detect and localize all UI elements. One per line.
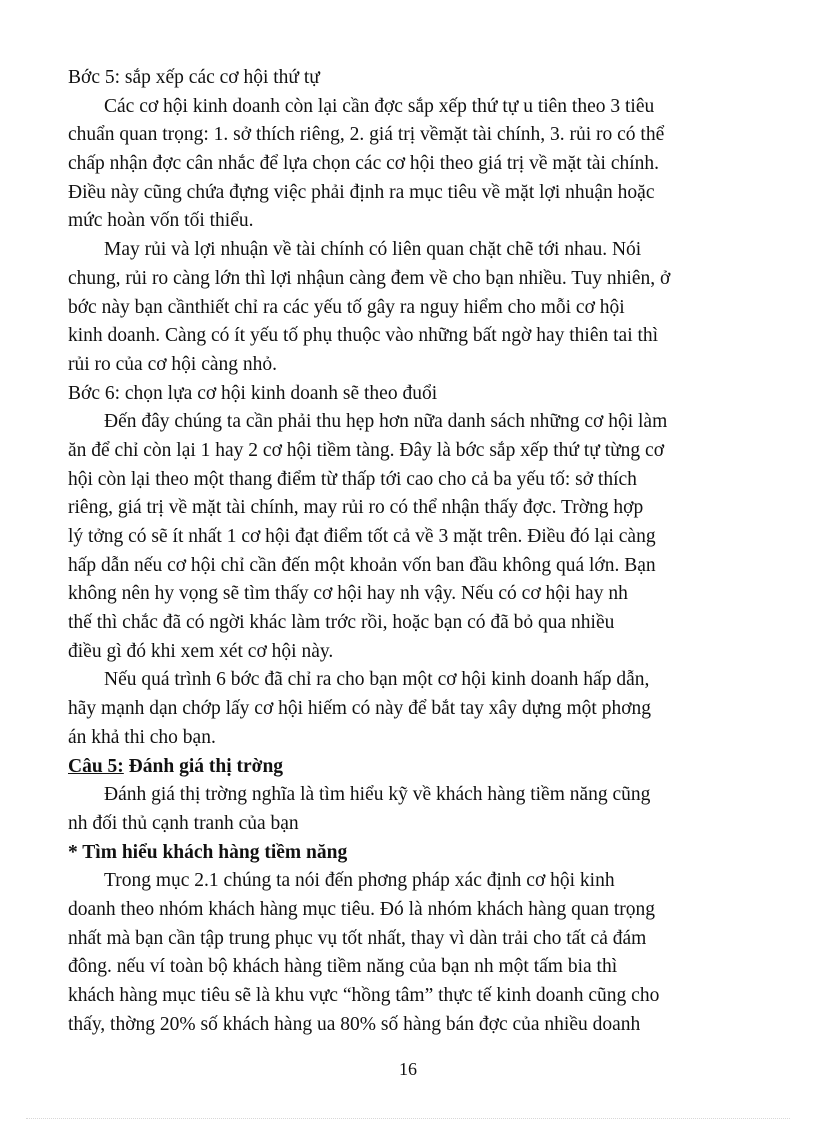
question-title: Đánh giá thị trờng: [128, 755, 284, 777]
paragraph-line: chung, rủi ro càng lớn thì lợi nhậun càng đem về cho bạn nhiều. Tuy nhiên, ở: [68, 267, 671, 289]
paragraph-line: lý tởng có sẽ ít nhất 1 cơ hội đạt điểm tốt cả về 3 mặt trên. Điều đó lại càng: [68, 526, 656, 547]
paragraph-line: điều gì đó khi xem xét cơ hội này.: [68, 640, 334, 662]
paragraph-line: doanh theo nhóm khách hàng mục tiêu. Đó là nhóm khách hàng quan trọng: [68, 898, 656, 920]
paragraph-line: chấp nhận đợc cân nhắc để lựa chọn các cơ hội theo giá trị về mặt tài chính.: [68, 153, 660, 175]
paragraph-line: nh đối thủ cạnh tranh của bạn: [68, 812, 299, 834]
paragraph-line: không nên hy vọng sẽ tìm thấy cơ hội hay nh vậy. Nếu có cơ hội hay nh: [68, 583, 628, 605]
paragraph-line: riêng, giá trị về mặt tài chính, may rủi ro có thể nhận thấy đợc. Trờng hợp: [68, 497, 644, 519]
paragraph-line: hấp dẫn nếu cơ hội chỉ cần đến một khoản vốn ban đầu không quá lớn. Bạn: [68, 554, 656, 576]
paragraph-line: mức hoàn vốn tối thiểu.: [68, 210, 254, 232]
paragraph-line: bớc này bạn cầnthiết chỉ ra các yếu tố gây ra nguy hiểm cho mỗi cơ hội: [68, 296, 625, 318]
paragraph-line: Đánh giá thị trờng nghĩa là tìm hiểu kỹ về khách hàng tiềm năng cũng: [104, 784, 651, 806]
paragraph-line: kinh doanh. Càng có ít yếu tố phụ thuộc vào những bất ngờ hay thiên tai thì: [68, 325, 659, 347]
question-5-heading: [68, 753, 758, 782]
page-bottom-divider: [26, 1118, 790, 1119]
paragraph-line: hội còn lại theo một thang điểm từ thấp tới cao cho cả ba yếu tố: sở thích: [68, 468, 637, 490]
paragraph-line: rủi ro của cơ hội càng nhỏ.: [68, 353, 278, 375]
paragraph-line: đông. nếu ví toàn bộ khách hàng tiềm năng của bạn nh một tấm bia thì: [68, 956, 618, 978]
paragraph-line: thấy, thờng 20% số khách hàng ua 80% số hàng bán đợc của nhiều doanh: [68, 1013, 641, 1035]
subsection-heading: * Tìm hiểu khách hàng tiềm năng: [68, 841, 348, 863]
paragraph-line: hãy mạnh dạn chớp lấy cơ hội hiếm có này để bắt tay xây dựng một phơng: [68, 698, 652, 720]
question-label: Câu 5:: [68, 755, 124, 777]
step-6-heading: Bớc 6: chọn lựa cơ hội kinh doanh sẽ theo đuổi: [68, 382, 438, 404]
paragraph-line: May rủi và lợi nhuận về tài chính có liên quan chặt chẽ tới nhau. Nói: [104, 239, 642, 261]
paragraph-line: Đến đây chúng ta cần phải thu hẹp hơn nữa danh sách những cơ hội làm: [104, 411, 668, 433]
paragraph-line: ăn để chỉ còn lại 1 hay 2 cơ hội tiềm tàng. Đây là bớc sắp xếp thứ tự từng cơ: [68, 439, 665, 461]
paragraph-line: nhất mà bạn cần tập trung phục vụ tốt nhất, thay vì dàn trải cho tất cả đám: [68, 927, 647, 949]
step-5-heading: Bớc 5: sắp xếp các cơ hội thứ tự: [68, 67, 320, 88]
paragraph-line: Điều này cũng chứa đựng việc phải định ra mục tiêu về mặt lợi nhuận hoặc: [68, 181, 655, 203]
paragraph-line: Trong mục 2.1 chúng ta nói đến phơng pháp xác định cơ hội kinh: [104, 870, 615, 892]
document-page: [68, 64, 758, 1039]
paragraph-line: thế thì chắc đã có ngời khác làm trớc rồi, hoặc bạn có đã bỏ qua nhiều: [68, 612, 615, 634]
paragraph-line: án khả thi cho bạn.: [68, 726, 216, 748]
page-number: 16: [399, 1059, 417, 1079]
paragraph-line: chuẩn quan trọng: 1. sở thích riêng, 2. giá trị vềmặt tài chính, 3. rủi ro có thể: [68, 124, 665, 146]
paragraph-line: khách hàng mục tiêu sẽ là khu vực “hồng tâm” thực tế kinh doanh cũng cho: [68, 985, 660, 1006]
paragraph-line: Các cơ hội kinh doanh còn lại cần đợc sắp xếp thứ tự u tiên theo 3 tiêu: [104, 95, 655, 117]
paragraph-line: Nếu quá trình 6 bớc đã chỉ ra cho bạn một cơ hội kinh doanh hấp dẫn,: [104, 669, 650, 691]
